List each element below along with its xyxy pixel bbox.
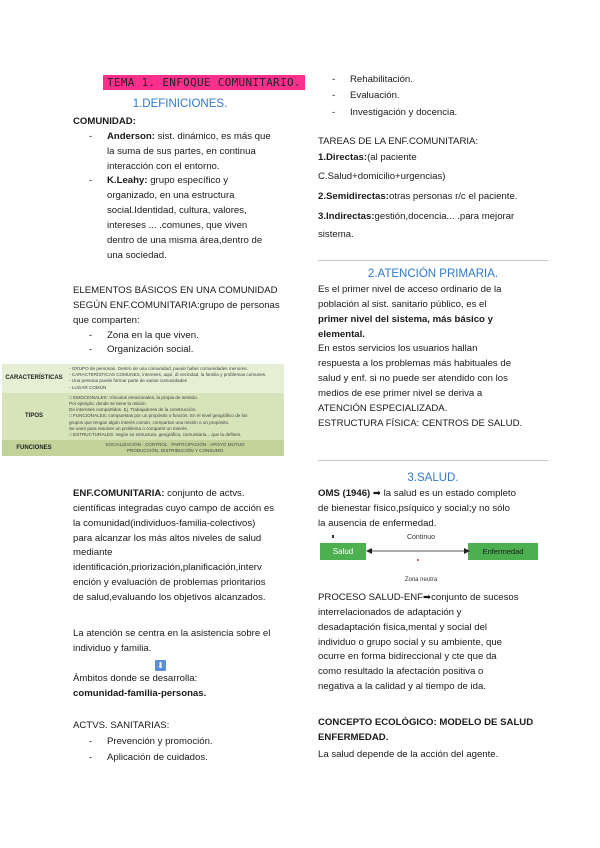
list-item: - Organización social. [73, 343, 303, 358]
concepto-ecologico: CONCEPTO ECOLÓGICO: MODELO DE SALUD ENFERMEDAD. [318, 717, 534, 743]
row-content: - GRUPO de personas. Dentro de una comunidad, puede haber comunidades menores. - CARACTERÍSTICAS COMUNES, intereses, aquí, di vecindad, la familia y problemas comunes. - Una persona puede formar parte de varias comunidades - LUGAR COMÚN [69, 366, 267, 390]
heading-salud: 3.SALUD. [407, 472, 459, 484]
list-item: - Prevención y promoción. [73, 734, 305, 750]
list-item: - Zona en la que viven. [73, 329, 303, 344]
ambitos: Ámbitos donde se desarrolla: comunidad-familia-personas. [73, 673, 207, 699]
table-row [2, 440, 284, 456]
table-row [2, 393, 284, 440]
salud-box: Salud [320, 543, 366, 560]
tick-mark [332, 535, 334, 538]
elementos-basicos: ELEMENTOS BÁSICOS EN UNA COMUNIDAD SEGÚN ENF.COMUNITARIA:grupo de personas que comparten: - Zona en la que viven. - Organización social. [73, 284, 303, 358]
comparten-list [73, 329, 303, 359]
list-item: - Investigación y docencia. [316, 105, 546, 121]
actvs-list-continued [316, 72, 546, 121]
table-row [2, 364, 284, 393]
final-line: La salud depende de la acción del agente. [318, 749, 499, 760]
arrow-down-icon: ⬇ [155, 659, 166, 674]
definition-anderson: - Anderson: sist. dinámico, es más que la suma de sus partes, en continua interacción con el entorno. [73, 130, 303, 175]
actvs-list [73, 734, 305, 766]
enf-comunitaria: ENF.COMUNITARIA: conjunto de actvs. científicas integradas cuyo campo de acción es la comunidad(individuos-familia-colectivos) para alcanzar los más altos niveles de salud mediante identificación,priorización,planificación,interv ención y evaluación de problemas prioritarios de salud,evaluando los objetivos alcanzados. [73, 488, 275, 604]
list-item: - Aplicación de cuidados. [73, 750, 305, 766]
row-label: CARACTERÍSTICAS [5, 375, 63, 382]
arrow-right-icon: ➡ [423, 592, 432, 603]
atencion-primaria-text: Es el primer nivel de acceso ordinario de la población al sist. sanitario público, es el primer nivel del sistema, más básico y elemental. En estos servicios los usuarios hallan respuesta a los problemas más habituales de salud y enf. si no puede ser atendido con los medios de ese primer nivel se deriva a ATENCIÓN ESPECIALIZADA. ESTRUCTURA FÍSICA: CENTROS DE SALUD. [318, 284, 523, 429]
health-continuum-diagram [318, 533, 548, 591]
definition-leahy: - K.Leahy: grupo específico y organizado, en una estructura social.Identidad, cultura, valores, intereses ... .comunes, que viven dentro de una misma área,dentro de una sociedad. [73, 174, 303, 263]
row-content: □ EMOCIONALES: Vínculos emocionales, la propia de sentido. Por ejemplo: donde se tiene la misión. De intereses compartidos. Ej. Trabajadores de la construcción. □ FUNCIONALES: compuestas por un propósito o función. En el nivel geográfico de los grupos que tengan algún interés común, compartan una misión o un propósito. Se unen para resolver un problema o compartir un interés. □ ESTRUCTURALES: según su estructura, geográfica, comunitaria... que la definen. [69, 394, 248, 437]
comunidad-section [73, 115, 303, 264]
list-item: - Rehabilitación. [316, 72, 546, 88]
divider [318, 260, 548, 261]
heading-atencion-primaria: 2.ATENCIÓN PRIMARIA. [367, 268, 499, 280]
row-content: SOCIALIZACIÓN · CONTROL · PARTICIPACIÓN · APOYO MUTUO PRODUCCIÓN, DISTRIBUCIÓN Y CONSUMO [105, 442, 245, 454]
continuum-arrow [366, 541, 470, 563]
actvs-sanitarias: ACTVS. SANITARIAS: - Prevención y promoción. - Aplicación de cuidados. [73, 719, 305, 766]
zona-neutra-label: Zona neutra [404, 577, 438, 583]
row-label: FUNCIONES [16, 445, 52, 452]
proceso-salud-enf: PROCESO SALUD-ENF➡conjunto de sucesos interrelacionados de adaptación y desadaptación física,mental y social del individuo o grupo social y su ambiente, que ocurre en forma bidireccional y cte que da como resultado la afectación positiva o negativa a la calidad y al tiempo de ida. [318, 592, 519, 693]
tareas-section: TAREAS DE LA ENF.COMUNITARIA: 1.Directas:(al paciente C.Salud+domicilio+urgencias) 2.Semidirectas:otras personas r/c el paciente. 3.Indirectas:gestión,docencia... .para mejorar sistema. [318, 136, 518, 241]
list-item: - Evaluación. [316, 88, 546, 104]
comunidad-label: COMUNIDAD: [73, 116, 136, 127]
actvs-continued [316, 72, 546, 121]
divider [318, 460, 548, 461]
heading-definiciones: 1.DEFINICIONES. [132, 98, 228, 110]
continuo-label: Continuo [406, 534, 436, 541]
arrow-right-icon: ➡ [370, 488, 384, 499]
oms-definition: OMS (1946) ➡ la salud es un estado completo de bienestar físico,psíquico y social;y no sólo la ausencia de enfermedad. [318, 488, 516, 529]
row-label: TIPOS [24, 413, 43, 420]
community-table [2, 364, 284, 456]
page-title: TEMA 1. ENFOQUE COMUNITARIO. [103, 74, 305, 92]
atencion-text: La atención se centra en la asistencia sobre el individuo y familia. [73, 628, 271, 654]
enfermedad-box: Enfermedad [468, 543, 538, 560]
definitions-list [73, 130, 303, 264]
